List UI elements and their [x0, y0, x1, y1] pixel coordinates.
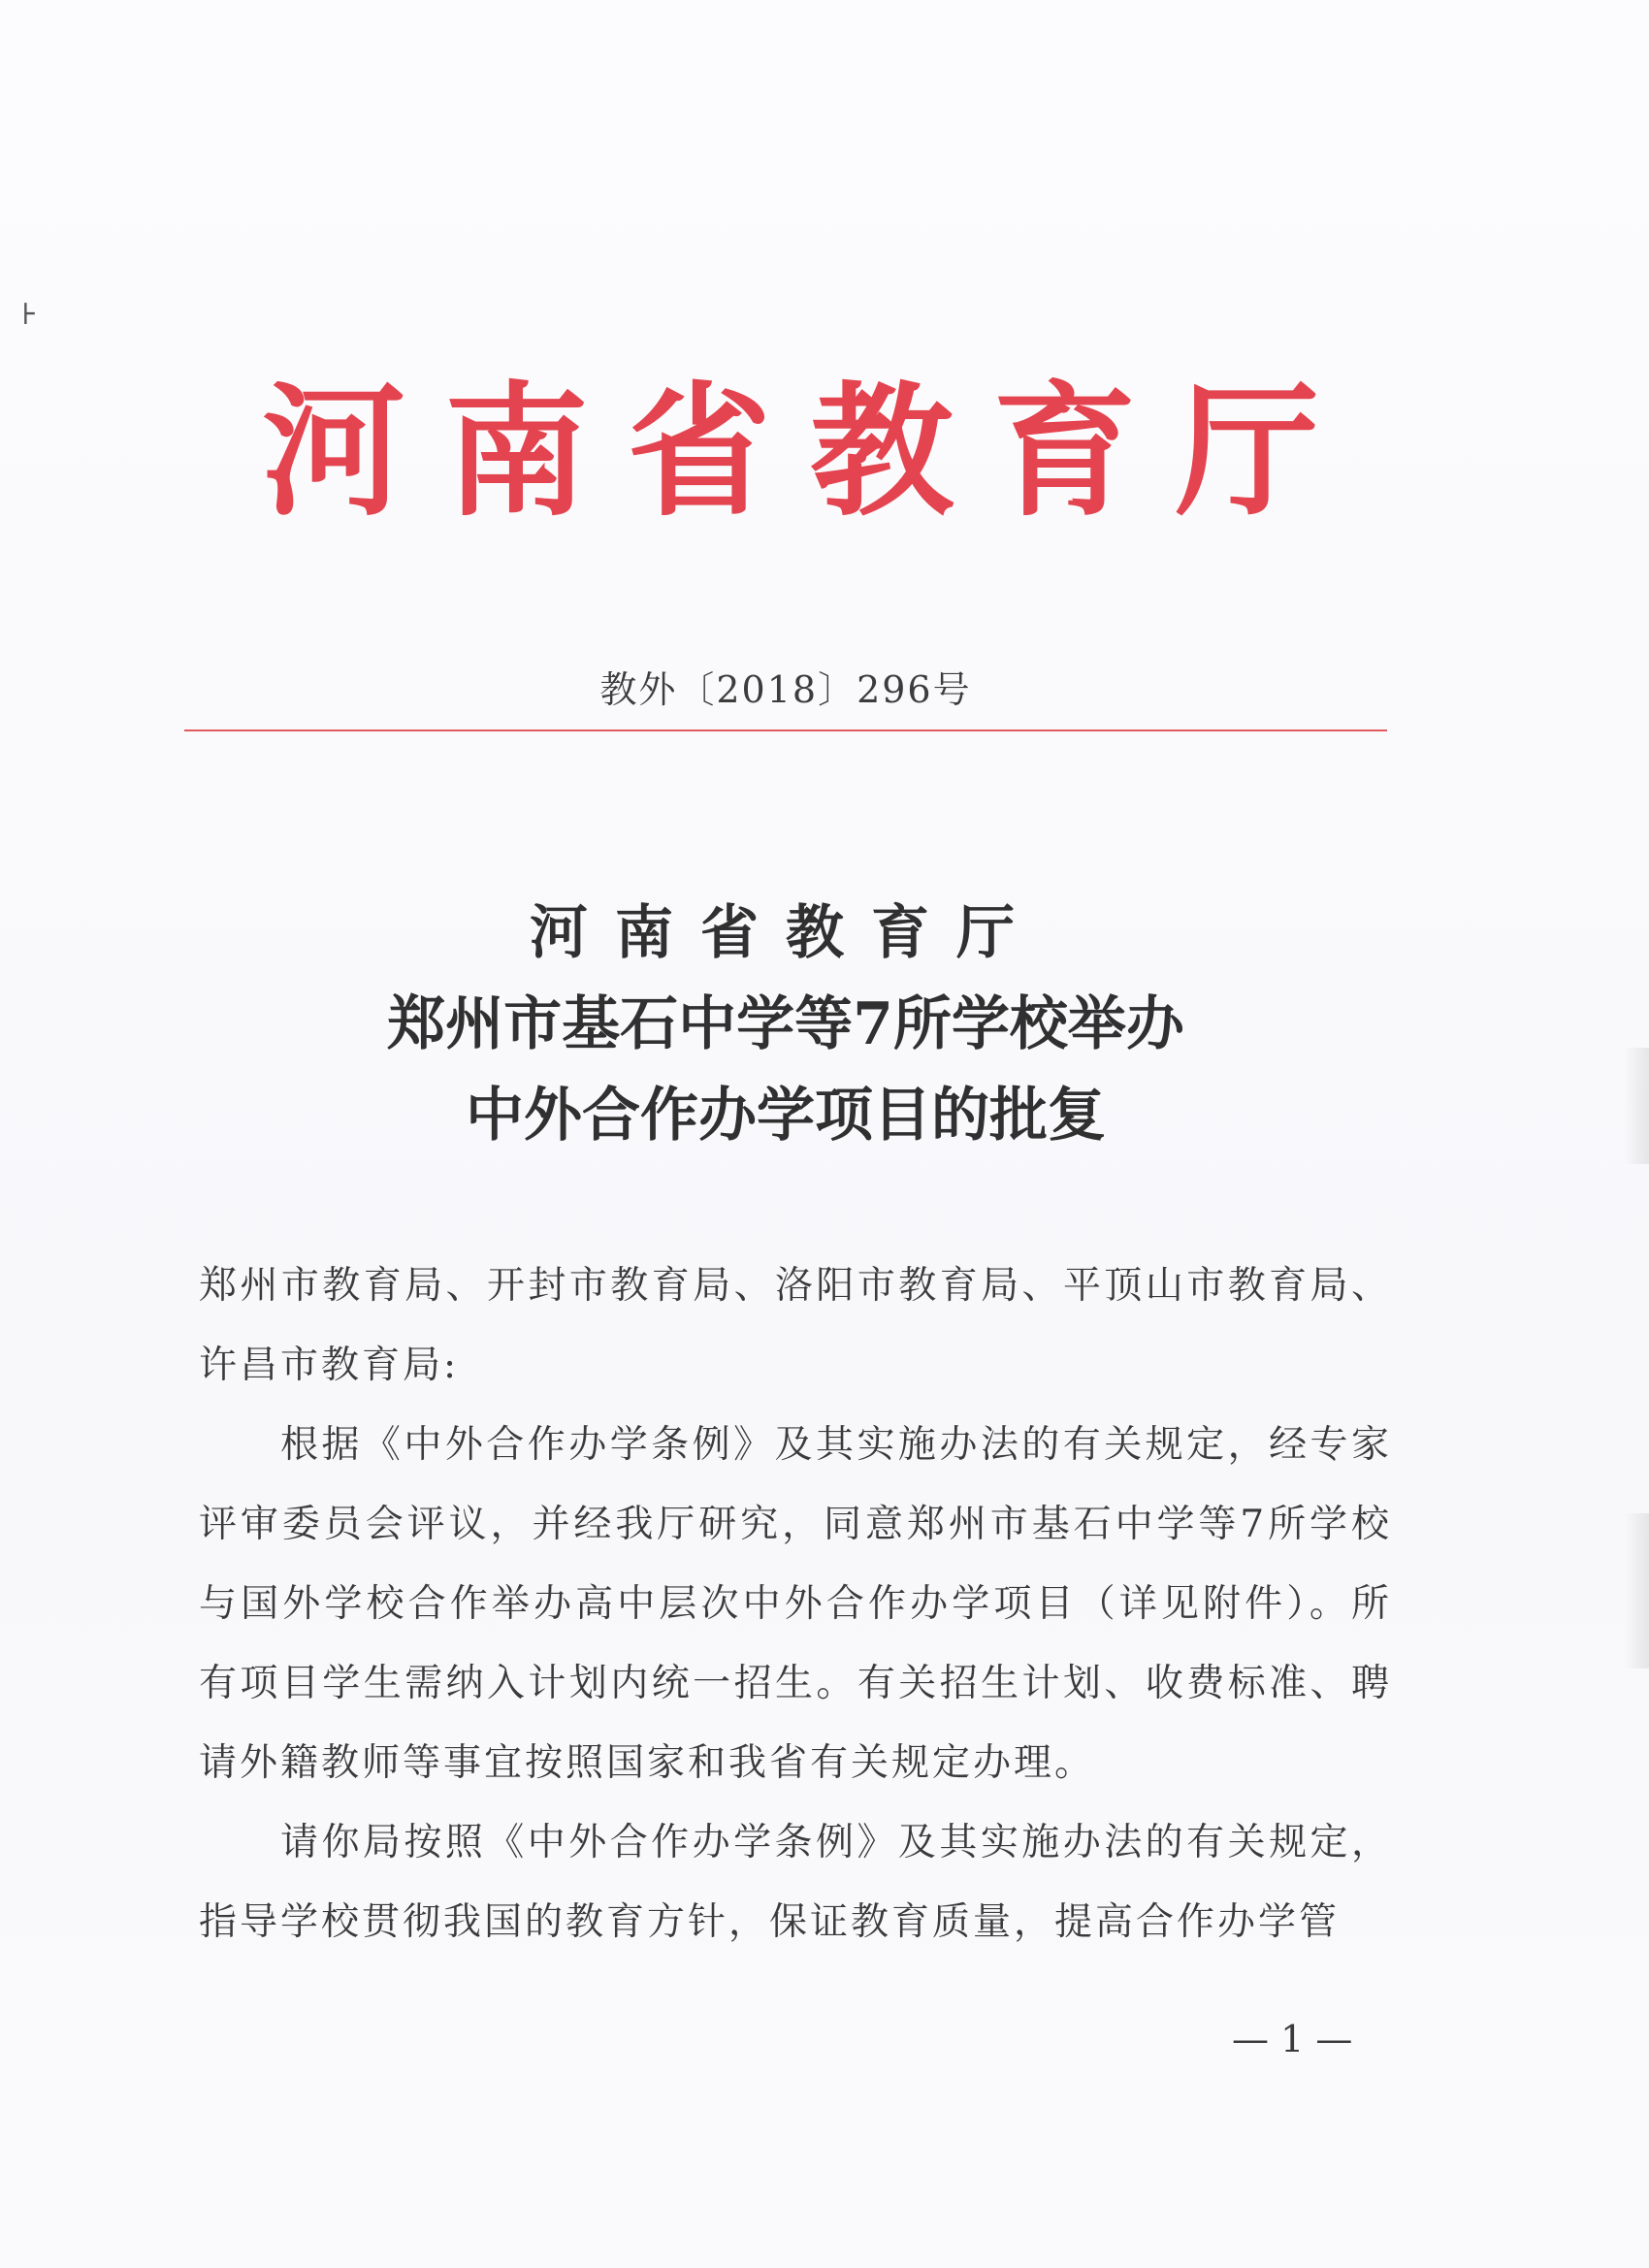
- document-body: [199, 1247, 1392, 1962]
- scan-edge-shadow: [1624, 1513, 1649, 1669]
- agency-header-char: 河: [262, 367, 405, 535]
- scan-artifact-mark: ⊦: [21, 298, 39, 332]
- agency-header: [262, 367, 1319, 535]
- recipients-line: 郑州市教育局、开封市教育局、洛阳市教育局、平顶山市教育局、许昌市教育局:: [199, 1264, 1392, 1387]
- agency-header-char: 省: [627, 367, 771, 535]
- document-number: 教外〔2018〕296号: [599, 668, 972, 711]
- title-line-issuer: 河南省教育厅: [530, 899, 1042, 967]
- body-paragraph: 请你局按照《中外合作办学条例》及其实施办法的有关规定，指导学校贯彻我国的教育方针，保证教育质量，提高合作办学管: [199, 1821, 1392, 1944]
- page-number: — 1 —: [1232, 2018, 1353, 2060]
- document-title: [0, 888, 1571, 1161]
- agency-header-char: 育: [992, 367, 1137, 535]
- agency-header-char: 南: [444, 367, 589, 535]
- title-line-subject: 郑州市基石中学等7所学校举办: [387, 990, 1184, 1058]
- agency-header-char: 厅: [1175, 367, 1319, 535]
- agency-header-char: 教: [810, 367, 954, 535]
- title-line-subject-continued: 中外合作办学项目的批复: [466, 1082, 1106, 1150]
- body-paragraph: 根据《中外合作办学条例》及其实施办法的有关规定，经专家评审委员会评议，并经我厅研究，同意郑州市基石中学等7所学校与国外学校合作举办高中层次中外合作办学项目（详见附件）。所有项目学生需纳入计划内统一招生。有关招生计划、收费标准、聘请外籍教师等事宜按照国家和我省有关规定办理。: [199, 1423, 1392, 1785]
- header-divider: [184, 729, 1387, 731]
- scan-edge-shadow: [1624, 1048, 1649, 1164]
